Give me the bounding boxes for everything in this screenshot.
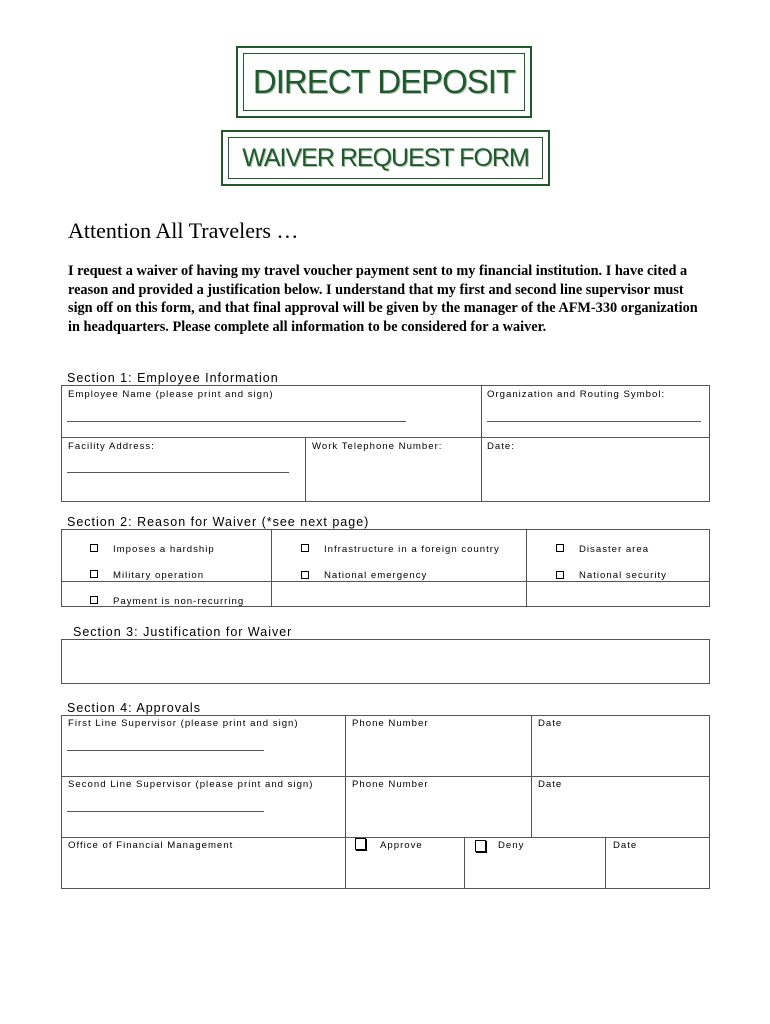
hardship-checkbox[interactable] bbox=[90, 544, 98, 552]
section4-col-divider-1 bbox=[345, 715, 346, 889]
section2-row-divider bbox=[61, 581, 710, 582]
section4-col-divider-2 bbox=[531, 715, 532, 837]
section4-title: Section 4: Approvals bbox=[67, 701, 201, 715]
employee-name-field[interactable] bbox=[67, 421, 406, 422]
national-security-option-label: National security bbox=[579, 570, 667, 581]
section2-title: Section 2: Reason for Waiver (*see next page) bbox=[67, 515, 370, 529]
second-phone-label: Phone Number bbox=[352, 779, 429, 790]
section2-col-divider-1 bbox=[271, 529, 272, 607]
facility-address-label: Facility Address: bbox=[68, 441, 155, 452]
office-financial-management-label: Office of Financial Management bbox=[68, 840, 234, 851]
deny-checkbox[interactable] bbox=[475, 840, 486, 852]
second-line-supervisor-field[interactable] bbox=[67, 811, 264, 812]
section1-title: Section 1: Employee Information bbox=[67, 371, 279, 385]
work-phone-label: Work Telephone Number: bbox=[312, 441, 443, 452]
national-security-checkbox[interactable] bbox=[556, 571, 564, 579]
hardship-option-label: Imposes a hardship bbox=[113, 544, 215, 555]
facility-address-field[interactable] bbox=[67, 472, 289, 473]
non-recurring-option-label: Payment is non-recurring bbox=[113, 596, 245, 607]
section4-col-divider-4 bbox=[605, 837, 606, 889]
non-recurring-checkbox[interactable] bbox=[90, 596, 98, 604]
section2-col-divider-2 bbox=[526, 529, 527, 607]
section1-row-divider bbox=[61, 437, 710, 438]
org-routing-field[interactable] bbox=[487, 421, 701, 422]
justification-field[interactable] bbox=[61, 639, 710, 684]
second-line-supervisor-label: Second Line Supervisor (please print and sign) bbox=[68, 779, 314, 790]
first-line-supervisor-field[interactable] bbox=[67, 750, 264, 751]
first-date-label: Date bbox=[538, 718, 563, 729]
intro-paragraph: I request a waiver of having my travel voucher payment sent to my financial institution. I have cited a reason and provided a justification below. I understand that my first and second line supervisor must sign off on this form, and that final approval will be given by the manager of the AFM-330 organization in headquarters. Please complete all information to be considered for a waiver. bbox=[68, 263, 698, 335]
section4-row-divider-2 bbox=[61, 837, 710, 838]
form-subtitle: WAIVER REQUEST FORM bbox=[242, 143, 529, 172]
employee-name-label: Employee Name (please print and sign) bbox=[68, 389, 274, 400]
ofm-date-label: Date bbox=[613, 840, 638, 851]
section4-table bbox=[61, 715, 710, 889]
section3-title: Section 3: Justification for Waiver bbox=[73, 625, 293, 639]
infrastructure-option-label: Infrastructure in a foreign country bbox=[324, 544, 500, 555]
disaster-area-checkbox[interactable] bbox=[556, 544, 564, 552]
infrastructure-checkbox[interactable] bbox=[301, 544, 309, 552]
deny-label: Deny bbox=[498, 840, 525, 851]
title-box-waiver-request bbox=[221, 130, 550, 186]
attention-heading: Attention All Travelers … bbox=[68, 218, 299, 243]
second-date-label: Date bbox=[538, 779, 563, 790]
approve-checkbox[interactable] bbox=[355, 838, 366, 850]
first-line-supervisor-label: First Line Supervisor (please print and sign) bbox=[68, 718, 299, 729]
military-operation-checkbox[interactable] bbox=[90, 570, 98, 578]
date-label: Date: bbox=[487, 441, 515, 452]
section1-col-divider-2 bbox=[305, 437, 306, 502]
section4-row-divider-1 bbox=[61, 776, 710, 777]
military-operation-option-label: Military operation bbox=[113, 570, 205, 581]
disaster-area-option-label: Disaster area bbox=[579, 544, 650, 555]
org-routing-label: Organization and Routing Symbol: bbox=[487, 389, 666, 400]
first-phone-label: Phone Number bbox=[352, 718, 429, 729]
section4-col-divider-3 bbox=[464, 837, 465, 889]
national-emergency-checkbox[interactable] bbox=[301, 571, 309, 579]
approve-label: Approve bbox=[380, 840, 423, 851]
title-box-direct-deposit bbox=[236, 46, 532, 118]
section1-col-divider bbox=[481, 385, 482, 502]
form-title: DIRECT DEPOSIT bbox=[252, 63, 516, 100]
national-emergency-option-label: National emergency bbox=[324, 570, 428, 581]
